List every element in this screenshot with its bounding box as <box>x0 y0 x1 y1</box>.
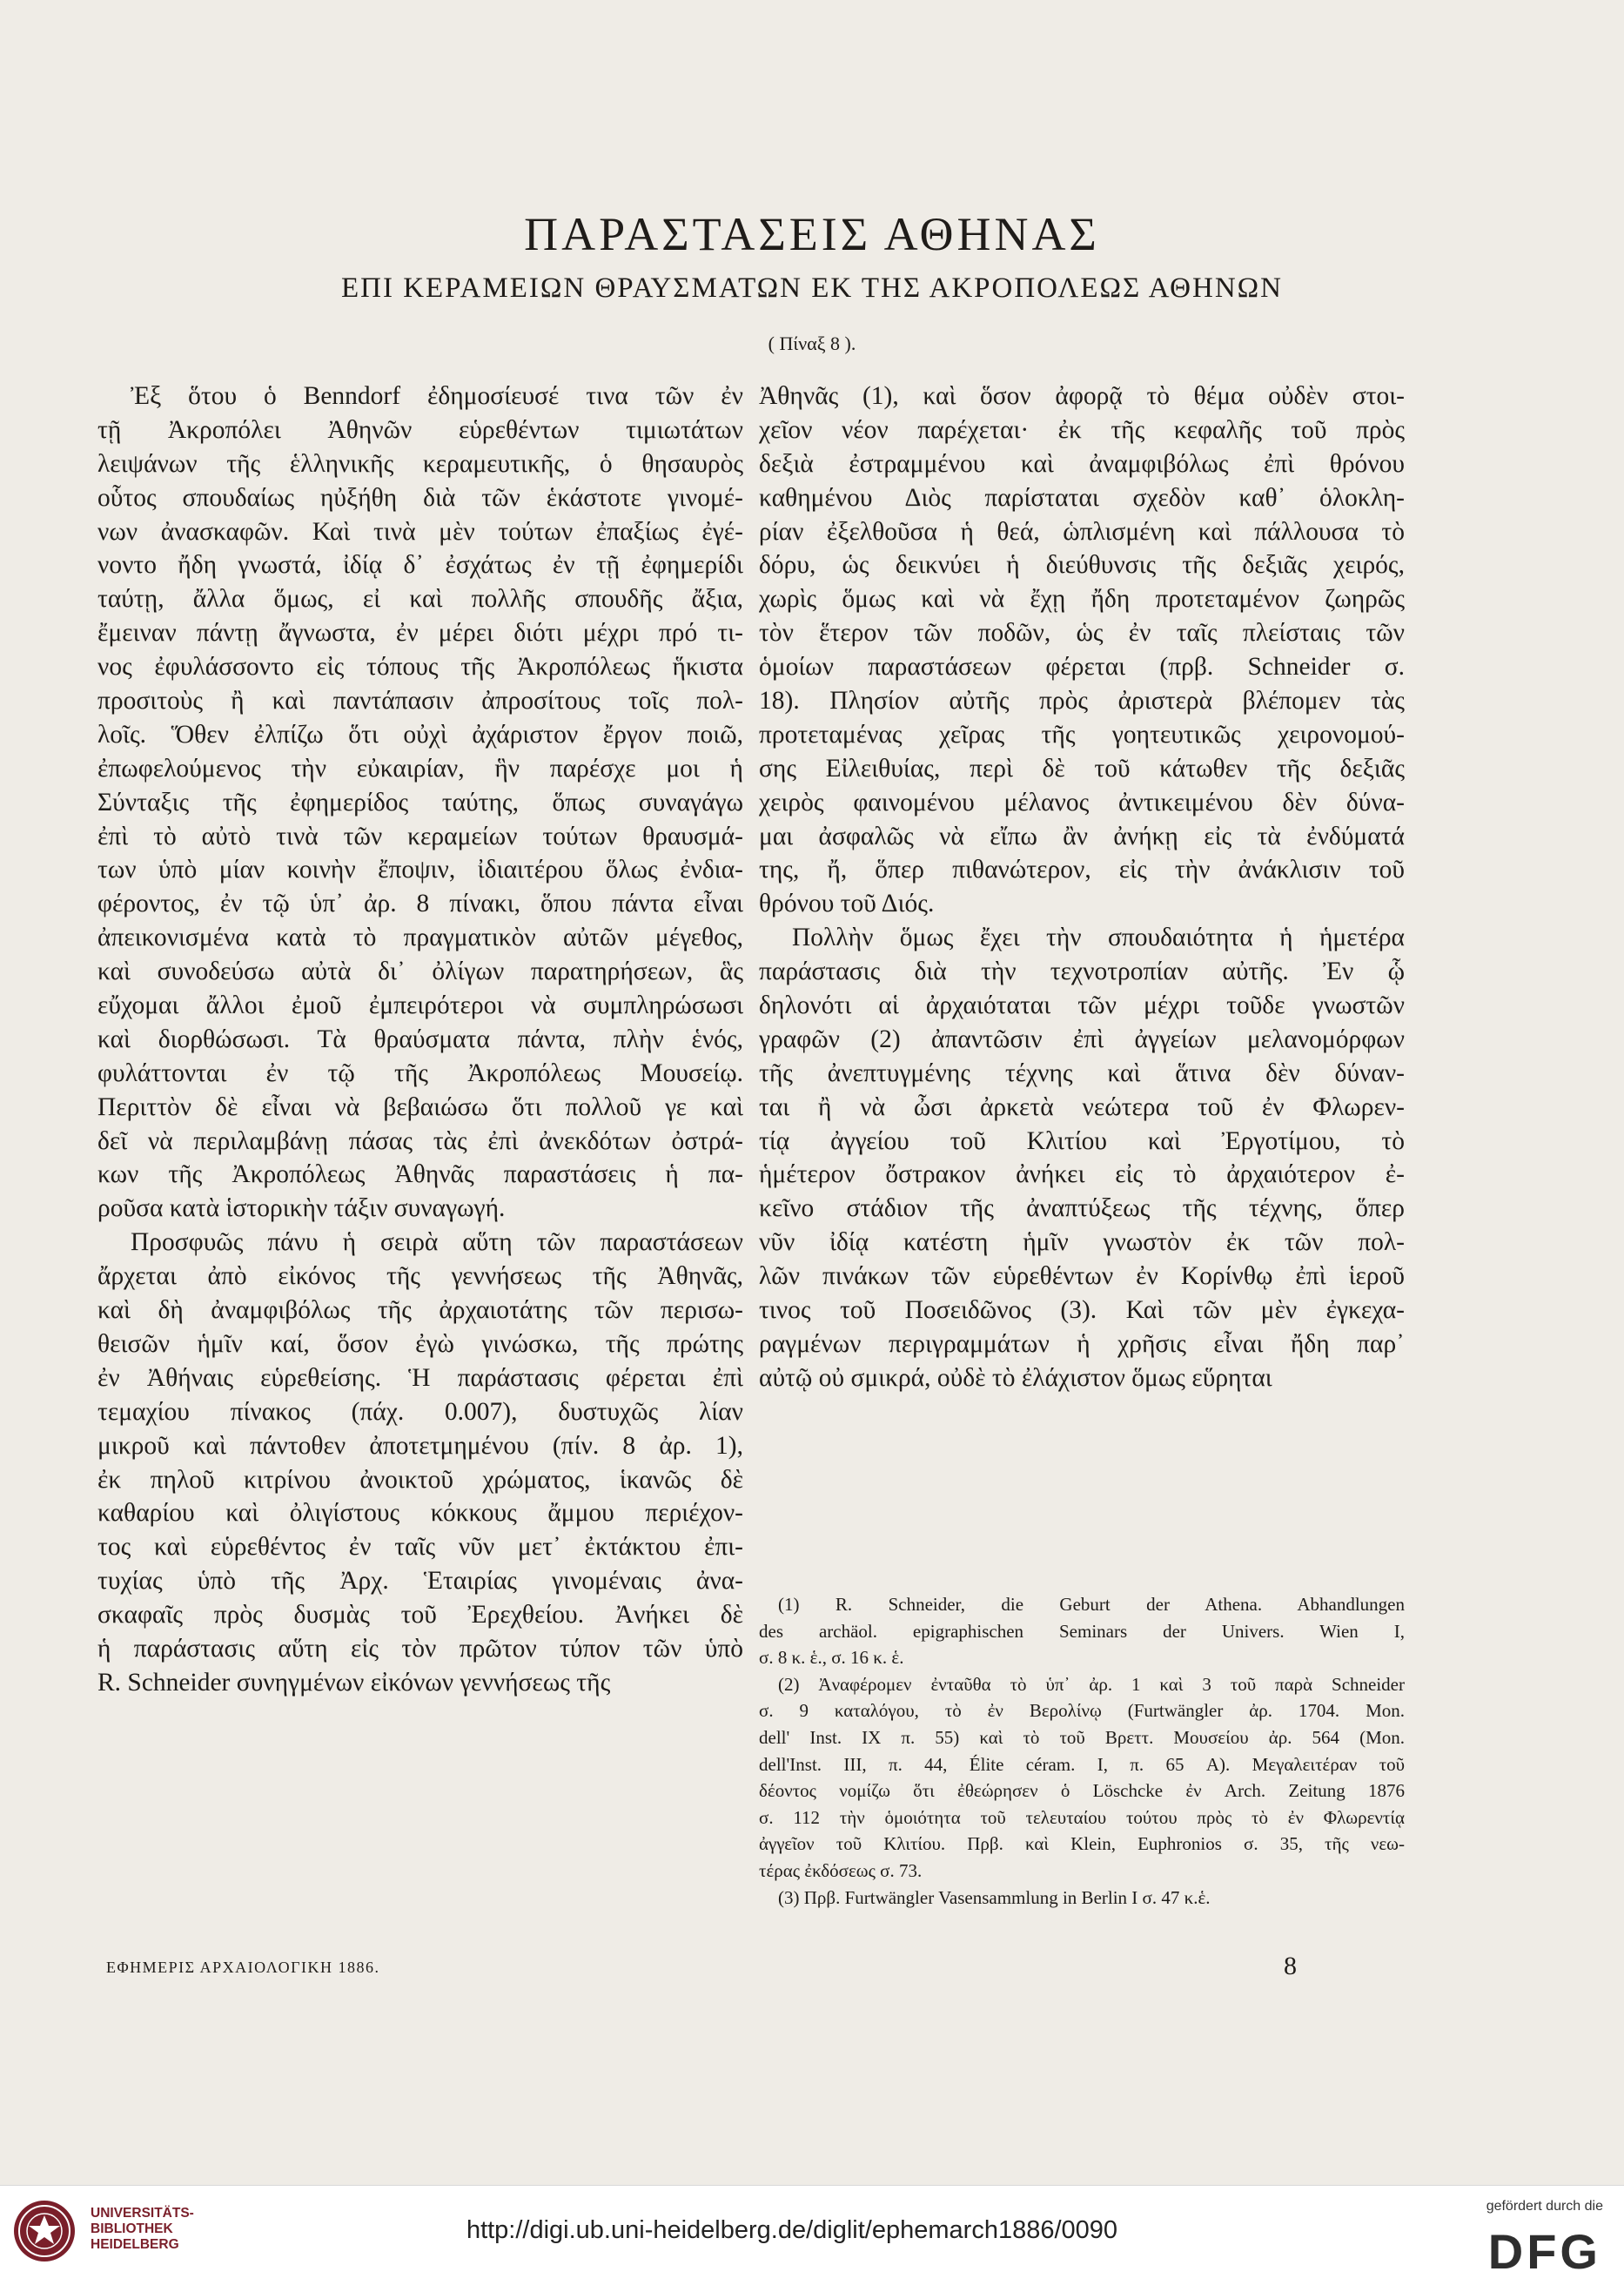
text-line: χεῖον νέον παρέχεται· ἐκ τῆς κεφαλῆς τοῦ πρὸς <box>759 415 1405 444</box>
library-name-line-2: BIBLIOTHEK <box>91 2221 173 2236</box>
text-line: Ἀθηνᾶς (1), καὶ ὅσον ἀφορᾷ τὸ θέμα οὐδὲν στοι- <box>759 382 1405 410</box>
footnote-line: σ. 8 κ. ἑ., σ. 16 κ. ἑ. <box>759 1647 904 1669</box>
text-line: ἐκ πηλοῦ κιτρίνου ἀνοικτοῦ χρώματος, ἱκανῶς δὲ <box>97 1465 743 1494</box>
text-line: καθαρίου καὶ ὀλιγίστους κόκκους ἄμμου περιέχον- <box>97 1499 743 1528</box>
text-line: Σύνταξις τῆς ἐφημερίδος ταύτης, ὅπως συναγάγω <box>97 788 743 817</box>
text-line: Πολλὴν ὅμως ἔχει τὴν σπουδαιότητα ἡ ἡμετέρα <box>792 924 1405 952</box>
text-line: ροῦσα κατὰ ἱστορικὴν τάξιν συναγωγή. <box>97 1194 506 1223</box>
text-line: κεῖνο στάδιον τῆς ἀναπτύξεως τῆς τέχνης, ὅπερ <box>759 1194 1405 1223</box>
text-line: τυχίας ὑπὸ τῆς Ἀρχ. Ἑταιρίας γινομέναις ἀνα- <box>97 1567 743 1596</box>
text-line: ἐπὶ τὸ αὐτὸ τινὰ τῶν κεραμείων τούτων θραυσμά- <box>97 822 743 850</box>
text-line: προσιτοὺς ἢ καὶ παντάπασιν ἀπροσίτους τοῖς πολ- <box>97 687 743 716</box>
text-line: σης Εἰλειθυίας, περὶ δὲ τοῦ κάτωθεν τῆς δεξιᾶς <box>759 754 1405 783</box>
text-line: τεμαχίου πίνακος (πάχ. 0.007), δυστυχῶς λίαν <box>97 1397 743 1426</box>
text-line: φυλάττονται ἐν τῷ τῆς Ἀκροπόλεως Μουσείῳ. <box>97 1058 743 1087</box>
text-line: τὸν ἕτερον τῶν ποδῶν, ὡς ἐν ταῖς πλείσταις τῶν <box>759 619 1405 648</box>
journal-footer: ΕΦΗΜΕΡΙΣ ΑΡΧΑΙΟΛΟΓΙΚΗ 1886. <box>106 1959 380 1976</box>
article-title: ΠΑΡΑΣΤΑΣΕΙΣ ΑΘΗΝΑΣ <box>524 208 1100 260</box>
footnote-line: (2) Ἀναφέρομεν ἐνταῦθα τὸ ὑπ᾽ ἀρ. 1 καὶ 3 τοῦ παρὰ Schneider <box>778 1673 1405 1695</box>
text-line: ται ἢ νὰ ὦσι ἀρκετὰ νεώτερα τοῦ ἐν Φλωρεν- <box>759 1092 1405 1121</box>
text-line: ρίαν ἐξελθοῦσα ἡ θεά, ὡπλισμένη καὶ πάλλουσα τὸ <box>759 517 1405 546</box>
library-name-line-3: HEIDELBERG <box>91 2237 179 2252</box>
text-line: καὶ δὴ ἀναμφιβόλως τῆς ἀρχαιοτάτης τῶν περισω- <box>97 1296 743 1325</box>
text-line: ἀπεικονισμένα κατὰ τὸ πραγματικὸν αὐτῶν μέγεθος, <box>97 924 743 952</box>
text-line: χωρὶς ὅμως καὶ νὰ ἔχῃ ἤδη προτεταμένον ζωηρῶς <box>759 585 1405 614</box>
text-line: νῦν ἰδίᾳ κατέστη ἡμῖν γνωστὸν ἐκ τῶν πολ- <box>759 1228 1405 1257</box>
text-line: νων ἀνασκαφῶν. Καὶ τινὰ μὲν τούτων ἐπαξίως ἐγέ- <box>97 517 743 546</box>
right-text-column <box>759 380 1405 1395</box>
text-line: παράστασις διὰ τὴν τεχνοτροπίαν αὐτῆς. Ἐν ᾧ <box>759 958 1405 986</box>
text-line: 18). Πλησίον αὐτῆς πρὸς ἀριστερὰ βλέπομεν τὰς <box>759 687 1405 716</box>
library-name-line-1: UNIVERSITÄTS- <box>91 2206 194 2221</box>
text-line: μαι ἀσφαλῶς νὰ εἴπω ἂν ἀνήκῃ εἰς τὰ ἐνδύματά <box>759 822 1405 850</box>
dfg-logo-text: DFG <box>1487 2225 1601 2272</box>
footnote-line: ἀγγεῖον τοῦ Κλιτίου. Πρβ. καὶ Klein, Euphronios σ. 35, τῆς νεω- <box>759 1833 1405 1855</box>
text-line: ταύτῃ, ἄλλα ὅμως, εἰ καὶ πολλῆς σπουδῆς ἄξια, <box>97 585 743 614</box>
footnote-line: σ. 9 καταλόγου, τὸ ἐν Βερολίνῳ (Furtwängler ἀρ. 1704. Mon. <box>759 1700 1405 1722</box>
library-name[interactable] <box>91 2206 194 2253</box>
footnote-line: (1) R. Schneider, die Geburt der Athena. Abhandlungen <box>778 1594 1405 1615</box>
text-line: νος ἐφυλάσσοντο εἰς τόπους τῆς Ἀκροπόλεως ἥκιστα <box>97 653 743 682</box>
text-line: ἔμειναν πάντῃ ἄγνωστα, ἐν μέρει διότι μέχρι πρό τι- <box>97 619 743 648</box>
text-line: δηλονότι αἱ ἀρχαιόταται τῶν μέχρι τοῦδε γνωστῶν <box>759 991 1405 1020</box>
text-line: ὁμοίων παραστάσεων φέρεται (πρβ. Schneider σ. <box>759 653 1405 682</box>
university-seal-icon[interactable] <box>12 2199 77 2263</box>
text-line: κων τῆς Ἀκροπόλεως Ἀθηνᾶς παραστάσεις ἡ πα- <box>97 1160 743 1189</box>
footnote-line: τέρας ἐκδόσεως σ. 73. <box>759 1859 923 1881</box>
text-line: καὶ διορθώσωσι. Τὰ θραύσματα πάντα, πλὴν ἑνός, <box>97 1025 743 1053</box>
text-line: των ὑπὸ μίαν κοινὴν ἔποψιν, ἰδιαιτέρου ὅλως ἐνδια- <box>97 856 743 884</box>
text-line: ἐν Ἀθήναις εὑρεθείσης. Ἡ παράστασις φέρεται ἐπὶ <box>97 1363 743 1392</box>
text-line: Ἐξ ὅτου ὁ Benndorf ἐδημοσίευσέ τινα τῶν ἐν <box>131 382 743 410</box>
text-line: αὐτῷ οὐ σμικρά, οὐδὲ τὸ ἐλάχιστον ὅμως εὕρηται <box>759 1363 1272 1392</box>
text-line: τος καὶ εὑρεθέντος ἐν ταῖς νῦν μετ᾽ ἐκτάκτου ἐπι- <box>97 1533 743 1562</box>
text-line: τίᾳ ἀγγείου τοῦ Κλιτίου καὶ Ἐργοτίμου, τὸ <box>759 1126 1405 1155</box>
text-line: ἐπωφελούμενος τὴν εὐκαιρίαν, ἣν παρέσχε μοι ἡ <box>97 754 743 783</box>
text-line: ἡμέτερον ὄστρακον ἀνήκει εἰς τὸ ἀρχαιότερον ἐ- <box>759 1160 1405 1189</box>
footnotes <box>759 1591 1405 1911</box>
text-line: εὔχομαι ἄλλοι ἐμοῦ ἐμπειρότεροι νὰ συμπληρώσωσι <box>97 991 743 1020</box>
footnote-line: δέοντος νομίζω ὅτι ἐθεώρησεν ὁ Löschcke ἐν Arch. Zeitung 1876 <box>759 1780 1405 1802</box>
article-subtitle: ΕΠΙ ΚΕΡΑΜΕΙΩΝ ΘΡΑΥΣΜΑΤΩΝ ΕΚ ΤΗΣ ΑΚΡΟΠΟΛΕΩΣ ΑΘΗΝΩΝ <box>340 272 1284 304</box>
text-line: προτεταμένας χεῖρας τῆς γοητευτικῶς χειρονομού- <box>759 720 1405 749</box>
footnote-line: des archäol. epigraphischen Seminars der Univers. Wien I, <box>759 1620 1405 1642</box>
text-line: Προσφυῶς πάνυ ἡ σειρὰ αὕτη τῶν παραστάσεων <box>131 1228 743 1257</box>
footnote-line: dell' Inst. IX π. 55) καὶ τὸ τοῦ Βρεττ. Μουσείου ἀρ. 564 (Mon. <box>759 1726 1405 1748</box>
footnote-line: (3) Πρβ. Furtwängler Vasensammlung in Berlin I σ. 47 κ.ἑ. <box>778 1886 1211 1908</box>
left-text-column <box>97 380 743 1700</box>
dfg-logo[interactable] <box>1445 2225 1601 2272</box>
text-line: θρόνου τοῦ Διός. <box>759 890 935 918</box>
text-line: γραφῶν (2) ἀπαντῶσιν ἐπὶ ἀγγείων μελανομόρφων <box>759 1025 1405 1053</box>
text-line: τῇ Ἀκροπόλει Ἀθηνῶν εὑρεθέντων τιμιωτάτων <box>97 415 743 444</box>
text-line: δεξιὰ ἐστραμμένου καὶ ἀναμφιβόλως ἐπὶ θρόνου <box>759 449 1405 478</box>
text-line: φέροντος, ἐν τῷ ὑπ᾽ ἀρ. 8 πίνακι, ὅπου πάντα εἶναι <box>97 890 743 918</box>
footnote-line: σ. 112 τὴν ὁμοιότητα τοῦ τελευταίου τούτου πρὸς τὸ ἐν Φλωρεντίᾳ <box>759 1806 1405 1828</box>
text-line: λῶν πινάκων τῶν εὑρεθέντων ἐν Κορίνθῳ ἐπὶ ἱεροῦ <box>759 1262 1405 1291</box>
text-line: R. Schneider συνηγμένων εἰκόνων γεννήσεως τῆς <box>97 1668 611 1697</box>
text-line: δεῖ νὰ περιλαμβάνῃ πάσας τὰς ἐπὶ ἀνεκδότων ὀστρά- <box>97 1126 743 1155</box>
permalink-url[interactable]: http://digi.ub.uni-heidelberg.de/diglit/ephemarch1886/0090 <box>466 2216 1118 2244</box>
text-line: σκαφαῖς πρὸς δυσμὰς τοῦ Ἐρεχθείου. Ἀνήκει δὲ <box>97 1601 743 1630</box>
text-line: ραγμένων περιγραμμάτων ἡ χρῆσις εἶναι ἤδη παρ᾽ <box>759 1329 1405 1358</box>
funded-by-label: gefördert durch die <box>1486 2199 1603 2214</box>
text-line: καὶ συνοδεύσω αὐτὰ δι᾽ ὀλίγων παρατηρήσεων, ἃς <box>97 958 743 986</box>
text-line: νοντο ἤδη γνωστά, ἰδίᾳ δ᾽ ἐσχάτως ἐν τῇ ἐφημερίδι <box>97 551 743 580</box>
text-line: Περιττὸν δὲ εἶναι νὰ βεβαιώσω ὅτι πολλοῦ γε καὶ <box>97 1092 743 1121</box>
plate-reference: ( Πίναξ 8 ). <box>768 333 856 354</box>
text-line: λειψάνων τῆς ἑλληνικῆς κεραμευτικῆς, ὁ θησαυρὸς <box>97 449 743 478</box>
text-line: χειρὸς φαινομένου μέλανος ἀντικειμένου δὲν δύνα- <box>759 788 1405 817</box>
text-line: μικροῦ καὶ πάντοθεν ἀποτετμημένου (πίν. 8 ἀρ. 1), <box>97 1431 743 1460</box>
footnote-line: dell'Inst. III, π. 44, Élite céram. I, π. 65 A). Μεγαλειτέραν τοῦ <box>759 1753 1405 1775</box>
text-line: λοῖς. Ὅθεν ἐλπίζω ὅτι οὐχὶ ἀχάριστον ἔργον ποιῶ, <box>97 720 743 749</box>
text-line: οὗτος σπουδαίως ηὐξήθη διὰ τῶν ἑκάστοτε γινομέ- <box>97 483 743 512</box>
text-line: τινος τοῦ Ποσειδῶνος (3). Καὶ τῶν μὲν ἐγκεχα- <box>759 1296 1405 1325</box>
page-number: 8 <box>1284 1952 1297 1980</box>
text-line: τῆς ἀνεπτυγμένης τέχνης καὶ ἅτινα δὲν δύναν- <box>759 1058 1405 1087</box>
text-line: δόρυ, ὡς δεικνύει ἡ διεύθυνσις τῆς δεξιᾶς χειρός, <box>759 551 1405 580</box>
text-line: θεισῶν ἡμῖν καί, ὅσον ἐγὼ γινώσκω, τῆς πρώτης <box>97 1329 743 1358</box>
text-line: ἡ παράστασις αὕτη εἰς τὸν πρῶτον τύπον τῶν ὑπὸ <box>97 1634 743 1663</box>
text-line: ἄρχεται ἀπὸ εἰκόνος τῆς γεννήσεως τῆς Ἀθηνᾶς, <box>97 1262 743 1291</box>
text-line: της, ἤ, ὅπερ πιθανώτερον, εἰς τὴν ἀνάκλισιν τοῦ <box>759 856 1405 884</box>
text-line: καθημένου Διὸς παρίσταται σχεδὸν καθ᾽ ὁλοκλη- <box>759 483 1405 512</box>
